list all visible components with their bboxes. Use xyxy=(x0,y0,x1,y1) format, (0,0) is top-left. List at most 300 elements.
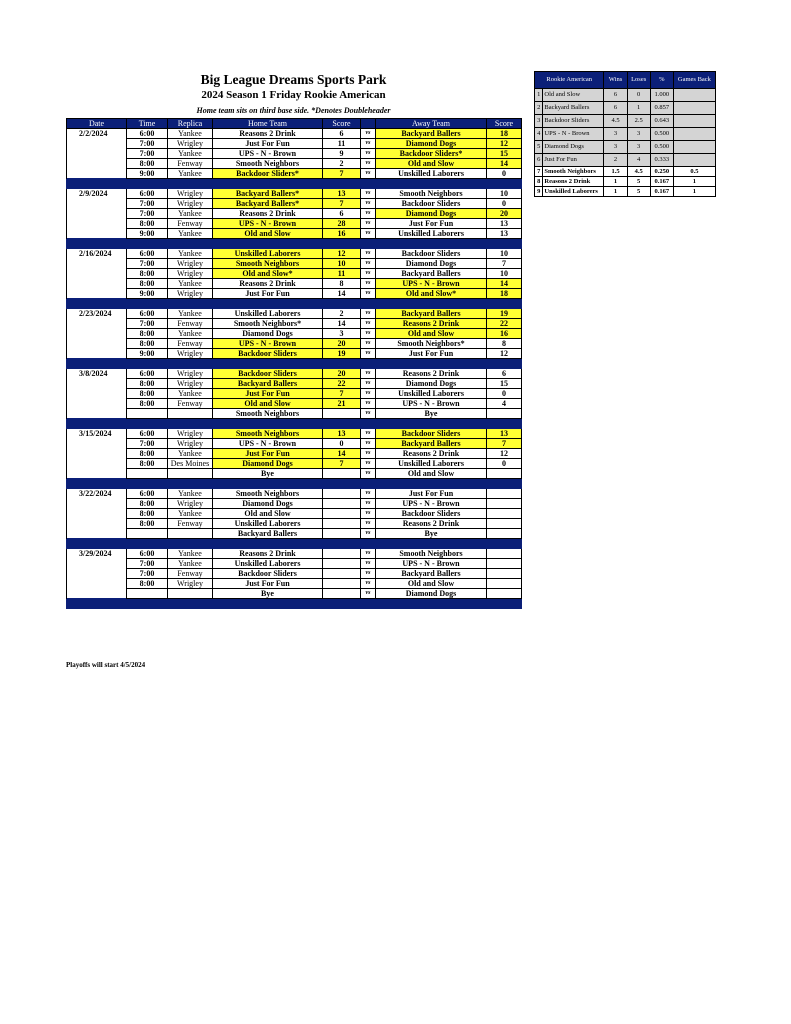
game-row xyxy=(67,519,522,529)
standings-pct: 0.500 xyxy=(650,128,673,141)
vs-label: vs xyxy=(361,149,376,159)
standings-team: Just For Fun xyxy=(543,154,604,167)
game-time: 8:00 xyxy=(127,459,168,469)
vs-label: vs xyxy=(361,139,376,149)
week-separator xyxy=(67,299,522,309)
standings-rank: 6 xyxy=(535,154,543,167)
game-replica: Wrigley xyxy=(168,199,213,209)
home-score: 12 xyxy=(323,249,361,259)
game-date-empty xyxy=(67,229,127,239)
home-score xyxy=(323,509,361,519)
game-date-empty xyxy=(67,459,127,469)
game-time: 9:00 xyxy=(127,349,168,359)
home-team: Smooth Neighbors xyxy=(213,159,323,169)
game-date-empty xyxy=(67,169,127,179)
away-team: UPS - N - Brown xyxy=(376,279,487,289)
game-date: 2/23/2024 xyxy=(67,309,127,319)
home-score xyxy=(323,519,361,529)
vs-label: vs xyxy=(361,449,376,459)
game-date-empty xyxy=(67,589,127,599)
vs-label: vs xyxy=(361,309,376,319)
week-separator-bar xyxy=(67,599,522,609)
game-replica: Yankee xyxy=(168,549,213,559)
game-replica: Yankee xyxy=(168,309,213,319)
col-away-score-header: Score xyxy=(487,119,522,129)
game-replica: Fenway xyxy=(168,339,213,349)
standings-team: Backdoor Sliders xyxy=(543,115,604,128)
standings-wins: 1 xyxy=(604,177,627,187)
game-time: 7:00 xyxy=(127,199,168,209)
away-score: 7 xyxy=(487,439,522,449)
vs-label: vs xyxy=(361,409,376,419)
home-team: UPS - N - Brown xyxy=(213,149,323,159)
home-team: Backdoor Sliders xyxy=(213,569,323,579)
standings-losses: 1 xyxy=(627,102,650,115)
game-row xyxy=(67,129,522,139)
standings-rank: 1 xyxy=(535,89,543,102)
vs-label: vs xyxy=(361,129,376,139)
away-team: Reasons 2 Drink xyxy=(376,449,487,459)
away-team: Just For Fun xyxy=(376,219,487,229)
standings-games-back xyxy=(673,154,715,167)
away-score: 10 xyxy=(487,269,522,279)
away-team: Backyard Ballers xyxy=(376,309,487,319)
away-score: 7 xyxy=(487,259,522,269)
standings-row xyxy=(535,187,716,197)
game-date-empty xyxy=(67,219,127,229)
standings-games-back: 1 xyxy=(673,187,715,197)
game-time xyxy=(127,529,168,539)
vs-label: vs xyxy=(361,369,376,379)
game-row xyxy=(67,159,522,169)
game-row xyxy=(67,199,522,209)
away-score: 12 xyxy=(487,449,522,459)
home-score xyxy=(323,589,361,599)
game-time: 6:00 xyxy=(127,189,168,199)
home-team: Smooth Neighbors* xyxy=(213,319,323,329)
home-team: Just For Fun xyxy=(213,289,323,299)
game-replica: Yankee xyxy=(168,229,213,239)
away-score: 18 xyxy=(487,289,522,299)
game-row xyxy=(67,569,522,579)
home-score: 2 xyxy=(323,309,361,319)
away-team: Reasons 2 Drink xyxy=(376,519,487,529)
schedule-note: Home team sits on third base side. *Denotes Doubleheader xyxy=(196,106,391,115)
vs-label: vs xyxy=(361,429,376,439)
standings-losses: 3 xyxy=(627,141,650,154)
home-team: Just For Fun xyxy=(213,449,323,459)
vs-label: vs xyxy=(361,229,376,239)
away-team: Smooth Neighbors* xyxy=(376,339,487,349)
game-time xyxy=(127,409,168,419)
game-date-empty xyxy=(67,329,127,339)
game-replica: Yankee xyxy=(168,149,213,159)
away-score xyxy=(487,519,522,529)
home-team: Old and Slow* xyxy=(213,269,323,279)
standings-wins: 3 xyxy=(604,128,627,141)
vs-label: vs xyxy=(361,579,376,589)
game-time: 6:00 xyxy=(127,249,168,259)
game-date-empty xyxy=(67,289,127,299)
home-team: Unskilled Laborers xyxy=(213,519,323,529)
standings-rank: 9 xyxy=(535,187,543,197)
game-date: 2/2/2024 xyxy=(67,129,127,139)
away-score: 16 xyxy=(487,329,522,339)
standings-team: Old and Slow xyxy=(543,89,604,102)
col-time-header: Time xyxy=(127,119,168,129)
game-time: 7:00 xyxy=(127,209,168,219)
game-row xyxy=(67,449,522,459)
game-replica: Wrigley xyxy=(168,439,213,449)
home-team: Backyard Ballers* xyxy=(213,189,323,199)
standings-losses-header: Loses xyxy=(627,72,650,89)
game-replica: Fenway xyxy=(168,519,213,529)
week-separator xyxy=(67,539,522,549)
game-time: 8:00 xyxy=(127,329,168,339)
game-row xyxy=(67,259,522,269)
home-team: Bye xyxy=(213,589,323,599)
away-score: 6 xyxy=(487,369,522,379)
vs-label: vs xyxy=(361,249,376,259)
game-time: 6:00 xyxy=(127,489,168,499)
away-score: 19 xyxy=(487,309,522,319)
standings-pct: 0.643 xyxy=(650,115,673,128)
week-separator-bar xyxy=(67,539,522,549)
home-team: Unskilled Laborers xyxy=(213,309,323,319)
game-row xyxy=(67,139,522,149)
away-team: Diamond Dogs xyxy=(376,589,487,599)
vs-label: vs xyxy=(361,489,376,499)
away-score: 4 xyxy=(487,399,522,409)
game-replica: Fenway xyxy=(168,569,213,579)
game-row xyxy=(67,549,522,559)
home-team: UPS - N - Brown xyxy=(213,219,323,229)
away-score: 0 xyxy=(487,459,522,469)
game-row xyxy=(67,469,522,479)
away-team: Backdoor Sliders* xyxy=(376,149,487,159)
col-vs-header xyxy=(361,119,376,129)
game-time: 8:00 xyxy=(127,499,168,509)
away-team: Diamond Dogs xyxy=(376,259,487,269)
away-team: UPS - N - Brown xyxy=(376,399,487,409)
home-team: Unskilled Laborers xyxy=(213,559,323,569)
game-date-empty xyxy=(67,579,127,589)
home-score: 6 xyxy=(323,129,361,139)
home-score: 13 xyxy=(323,429,361,439)
game-row xyxy=(67,379,522,389)
home-score: 16 xyxy=(323,229,361,239)
game-time: 8:00 xyxy=(127,159,168,169)
game-replica: Fenway xyxy=(168,159,213,169)
game-row xyxy=(67,369,522,379)
game-row xyxy=(67,149,522,159)
schedule-header-row xyxy=(67,119,522,129)
away-team: Backdoor Sliders xyxy=(376,249,487,259)
home-score: 7 xyxy=(323,389,361,399)
week-separator-bar xyxy=(67,419,522,429)
game-replica: Wrigley xyxy=(168,499,213,509)
vs-label: vs xyxy=(361,569,376,579)
game-time: 6:00 xyxy=(127,429,168,439)
vs-label: vs xyxy=(361,159,376,169)
away-score xyxy=(487,589,522,599)
standings-rank: 7 xyxy=(535,167,543,177)
away-team: Smooth Neighbors xyxy=(376,189,487,199)
week-separator xyxy=(67,599,522,609)
standings-rank: 2 xyxy=(535,102,543,115)
game-replica: Yankee xyxy=(168,449,213,459)
away-team: Diamond Dogs xyxy=(376,379,487,389)
away-score: 18 xyxy=(487,129,522,139)
home-score: 13 xyxy=(323,189,361,199)
home-score xyxy=(323,499,361,509)
home-score: 11 xyxy=(323,269,361,279)
home-score xyxy=(323,489,361,499)
col-home-team-header: Home Team xyxy=(213,119,323,129)
away-score: 15 xyxy=(487,149,522,159)
game-date-empty xyxy=(67,469,127,479)
game-date-empty xyxy=(67,139,127,149)
standings-games-back xyxy=(673,141,715,154)
game-time: 9:00 xyxy=(127,289,168,299)
game-time: 8:00 xyxy=(127,279,168,289)
game-date-empty xyxy=(67,149,127,159)
away-score: 13 xyxy=(487,429,522,439)
standings-games-back: 0.5 xyxy=(673,167,715,177)
home-team: Old and Slow xyxy=(213,509,323,519)
away-score: 12 xyxy=(487,349,522,359)
game-replica: Yankee xyxy=(168,329,213,339)
standings-pct: 0.250 xyxy=(650,167,673,177)
standings-losses: 5 xyxy=(627,187,650,197)
game-row xyxy=(67,229,522,239)
game-replica xyxy=(168,589,213,599)
vs-label: vs xyxy=(361,279,376,289)
standings-losses: 3 xyxy=(627,128,650,141)
game-date-empty xyxy=(67,509,127,519)
away-score xyxy=(487,559,522,569)
game-date-empty xyxy=(67,439,127,449)
away-score: 0 xyxy=(487,199,522,209)
away-score: 13 xyxy=(487,229,522,239)
home-score: 22 xyxy=(323,379,361,389)
vs-label: vs xyxy=(361,589,376,599)
away-team: UPS - N - Brown xyxy=(376,559,487,569)
game-date-empty xyxy=(67,259,127,269)
vs-label: vs xyxy=(361,519,376,529)
game-time: 6:00 xyxy=(127,369,168,379)
game-date-empty xyxy=(67,529,127,539)
game-replica: Wrigley xyxy=(168,429,213,439)
game-replica xyxy=(168,529,213,539)
standings-team: Reasons 2 Drink xyxy=(543,177,604,187)
game-time: 7:00 xyxy=(127,559,168,569)
game-time: 8:00 xyxy=(127,269,168,279)
game-replica: Wrigley xyxy=(168,269,213,279)
standings-row xyxy=(535,102,716,115)
away-team: Backdoor Sliders xyxy=(376,509,487,519)
vs-label: vs xyxy=(361,329,376,339)
game-row xyxy=(67,489,522,499)
home-team: Reasons 2 Drink xyxy=(213,129,323,139)
game-row xyxy=(67,409,522,419)
home-score xyxy=(323,559,361,569)
game-row xyxy=(67,309,522,319)
standings-pct: 0.500 xyxy=(650,141,673,154)
game-replica: Yankee xyxy=(168,509,213,519)
standings-pct-header: % xyxy=(650,72,673,89)
home-score xyxy=(323,549,361,559)
standings-wins: 1 xyxy=(604,187,627,197)
game-date-empty xyxy=(67,399,127,409)
home-team: Diamond Dogs xyxy=(213,329,323,339)
home-team: Old and Slow xyxy=(213,399,323,409)
away-score: 8 xyxy=(487,339,522,349)
standings-rank: 4 xyxy=(535,128,543,141)
home-team: Smooth Neighbors xyxy=(213,429,323,439)
home-score: 8 xyxy=(323,279,361,289)
away-score: 22 xyxy=(487,319,522,329)
game-row xyxy=(67,289,522,299)
away-team: Old and Slow xyxy=(376,329,487,339)
home-team: Unskilled Laborers xyxy=(213,249,323,259)
away-score xyxy=(487,549,522,559)
standings-losses: 4.5 xyxy=(627,167,650,177)
game-replica: Wrigley xyxy=(168,289,213,299)
standings-wins: 6 xyxy=(604,102,627,115)
standings-wins: 2 xyxy=(604,154,627,167)
week-separator-bar xyxy=(67,359,522,369)
page-subtitle: 2024 Season 1 Friday Rookie American xyxy=(201,89,386,101)
game-date-empty xyxy=(67,379,127,389)
game-time: 7:00 xyxy=(127,439,168,449)
game-replica: Fenway xyxy=(168,399,213,409)
vs-label: vs xyxy=(361,469,376,479)
away-score xyxy=(487,409,522,419)
week-separator-bar xyxy=(67,479,522,489)
game-row xyxy=(67,249,522,259)
home-team: Backyard Ballers xyxy=(213,379,323,389)
home-team: Backdoor Sliders* xyxy=(213,169,323,179)
away-team: Old and Slow xyxy=(376,579,487,589)
home-team: UPS - N - Brown xyxy=(213,439,323,449)
game-row xyxy=(67,509,522,519)
col-date-header: Date xyxy=(67,119,127,129)
away-score xyxy=(487,579,522,589)
standings-team: Diamond Dogs xyxy=(543,141,604,154)
standings-rank: 8 xyxy=(535,177,543,187)
game-time: 8:00 xyxy=(127,509,168,519)
game-date-empty xyxy=(67,319,127,329)
home-score: 2 xyxy=(323,159,361,169)
home-score: 11 xyxy=(323,139,361,149)
away-team: Unskilled Laborers xyxy=(376,389,487,399)
away-score: 14 xyxy=(487,279,522,289)
home-team: Diamond Dogs xyxy=(213,499,323,509)
game-time: 7:00 xyxy=(127,319,168,329)
game-date-empty xyxy=(67,499,127,509)
standings-wins: 3 xyxy=(604,141,627,154)
game-row xyxy=(67,559,522,569)
game-row xyxy=(67,499,522,509)
week-separator-bar xyxy=(67,299,522,309)
standings-wins: 4.5 xyxy=(604,115,627,128)
standings-pct: 0.333 xyxy=(650,154,673,167)
game-date-empty xyxy=(67,269,127,279)
home-score: 14 xyxy=(323,319,361,329)
game-replica: Yankee xyxy=(168,249,213,259)
game-row xyxy=(67,349,522,359)
home-team: Reasons 2 Drink xyxy=(213,209,323,219)
standings-wins: 1.5 xyxy=(604,167,627,177)
vs-label: vs xyxy=(361,389,376,399)
standings-row xyxy=(535,89,716,102)
standings-wins-header: Wins xyxy=(604,72,627,89)
game-replica: Des Moines xyxy=(168,459,213,469)
standings-row xyxy=(535,177,716,187)
standings-header-row xyxy=(535,72,716,89)
vs-label: vs xyxy=(361,509,376,519)
game-replica xyxy=(168,469,213,479)
away-score: 0 xyxy=(487,389,522,399)
standings-games-back xyxy=(673,102,715,115)
standings-losses: 2.5 xyxy=(627,115,650,128)
standings-team: UPS - N - Brown xyxy=(543,128,604,141)
game-row xyxy=(67,589,522,599)
week-separator xyxy=(67,179,522,189)
home-team: Just For Fun xyxy=(213,579,323,589)
away-score: 0 xyxy=(487,169,522,179)
vs-label: vs xyxy=(361,349,376,359)
away-score xyxy=(487,509,522,519)
game-row xyxy=(67,439,522,449)
away-score: 12 xyxy=(487,139,522,149)
standings-table xyxy=(534,71,716,197)
home-score: 14 xyxy=(323,449,361,459)
game-date-empty xyxy=(67,199,127,209)
game-row xyxy=(67,279,522,289)
vs-label: vs xyxy=(361,319,376,329)
game-row xyxy=(67,339,522,349)
away-score xyxy=(487,469,522,479)
game-date: 3/8/2024 xyxy=(67,369,127,379)
game-date-empty xyxy=(67,389,127,399)
home-team: Smooth Neighbors xyxy=(213,259,323,269)
home-team: Diamond Dogs xyxy=(213,459,323,469)
game-replica: Wrigley xyxy=(168,189,213,199)
home-team: Backdoor Sliders xyxy=(213,369,323,379)
home-score: 7 xyxy=(323,199,361,209)
game-replica xyxy=(168,409,213,419)
vs-label: vs xyxy=(361,529,376,539)
game-date: 2/16/2024 xyxy=(67,249,127,259)
game-row xyxy=(67,169,522,179)
week-separator xyxy=(67,359,522,369)
home-score: 19 xyxy=(323,349,361,359)
away-score xyxy=(487,489,522,499)
vs-label: vs xyxy=(361,259,376,269)
home-score: 10 xyxy=(323,259,361,269)
game-replica: Wrigley xyxy=(168,349,213,359)
vs-label: vs xyxy=(361,289,376,299)
home-team: Backyard Ballers* xyxy=(213,199,323,209)
vs-label: vs xyxy=(361,439,376,449)
game-date-empty xyxy=(67,409,127,419)
game-replica: Wrigley xyxy=(168,369,213,379)
week-separator-bar xyxy=(67,239,522,249)
vs-label: vs xyxy=(361,199,376,209)
standings-losses: 0 xyxy=(627,89,650,102)
